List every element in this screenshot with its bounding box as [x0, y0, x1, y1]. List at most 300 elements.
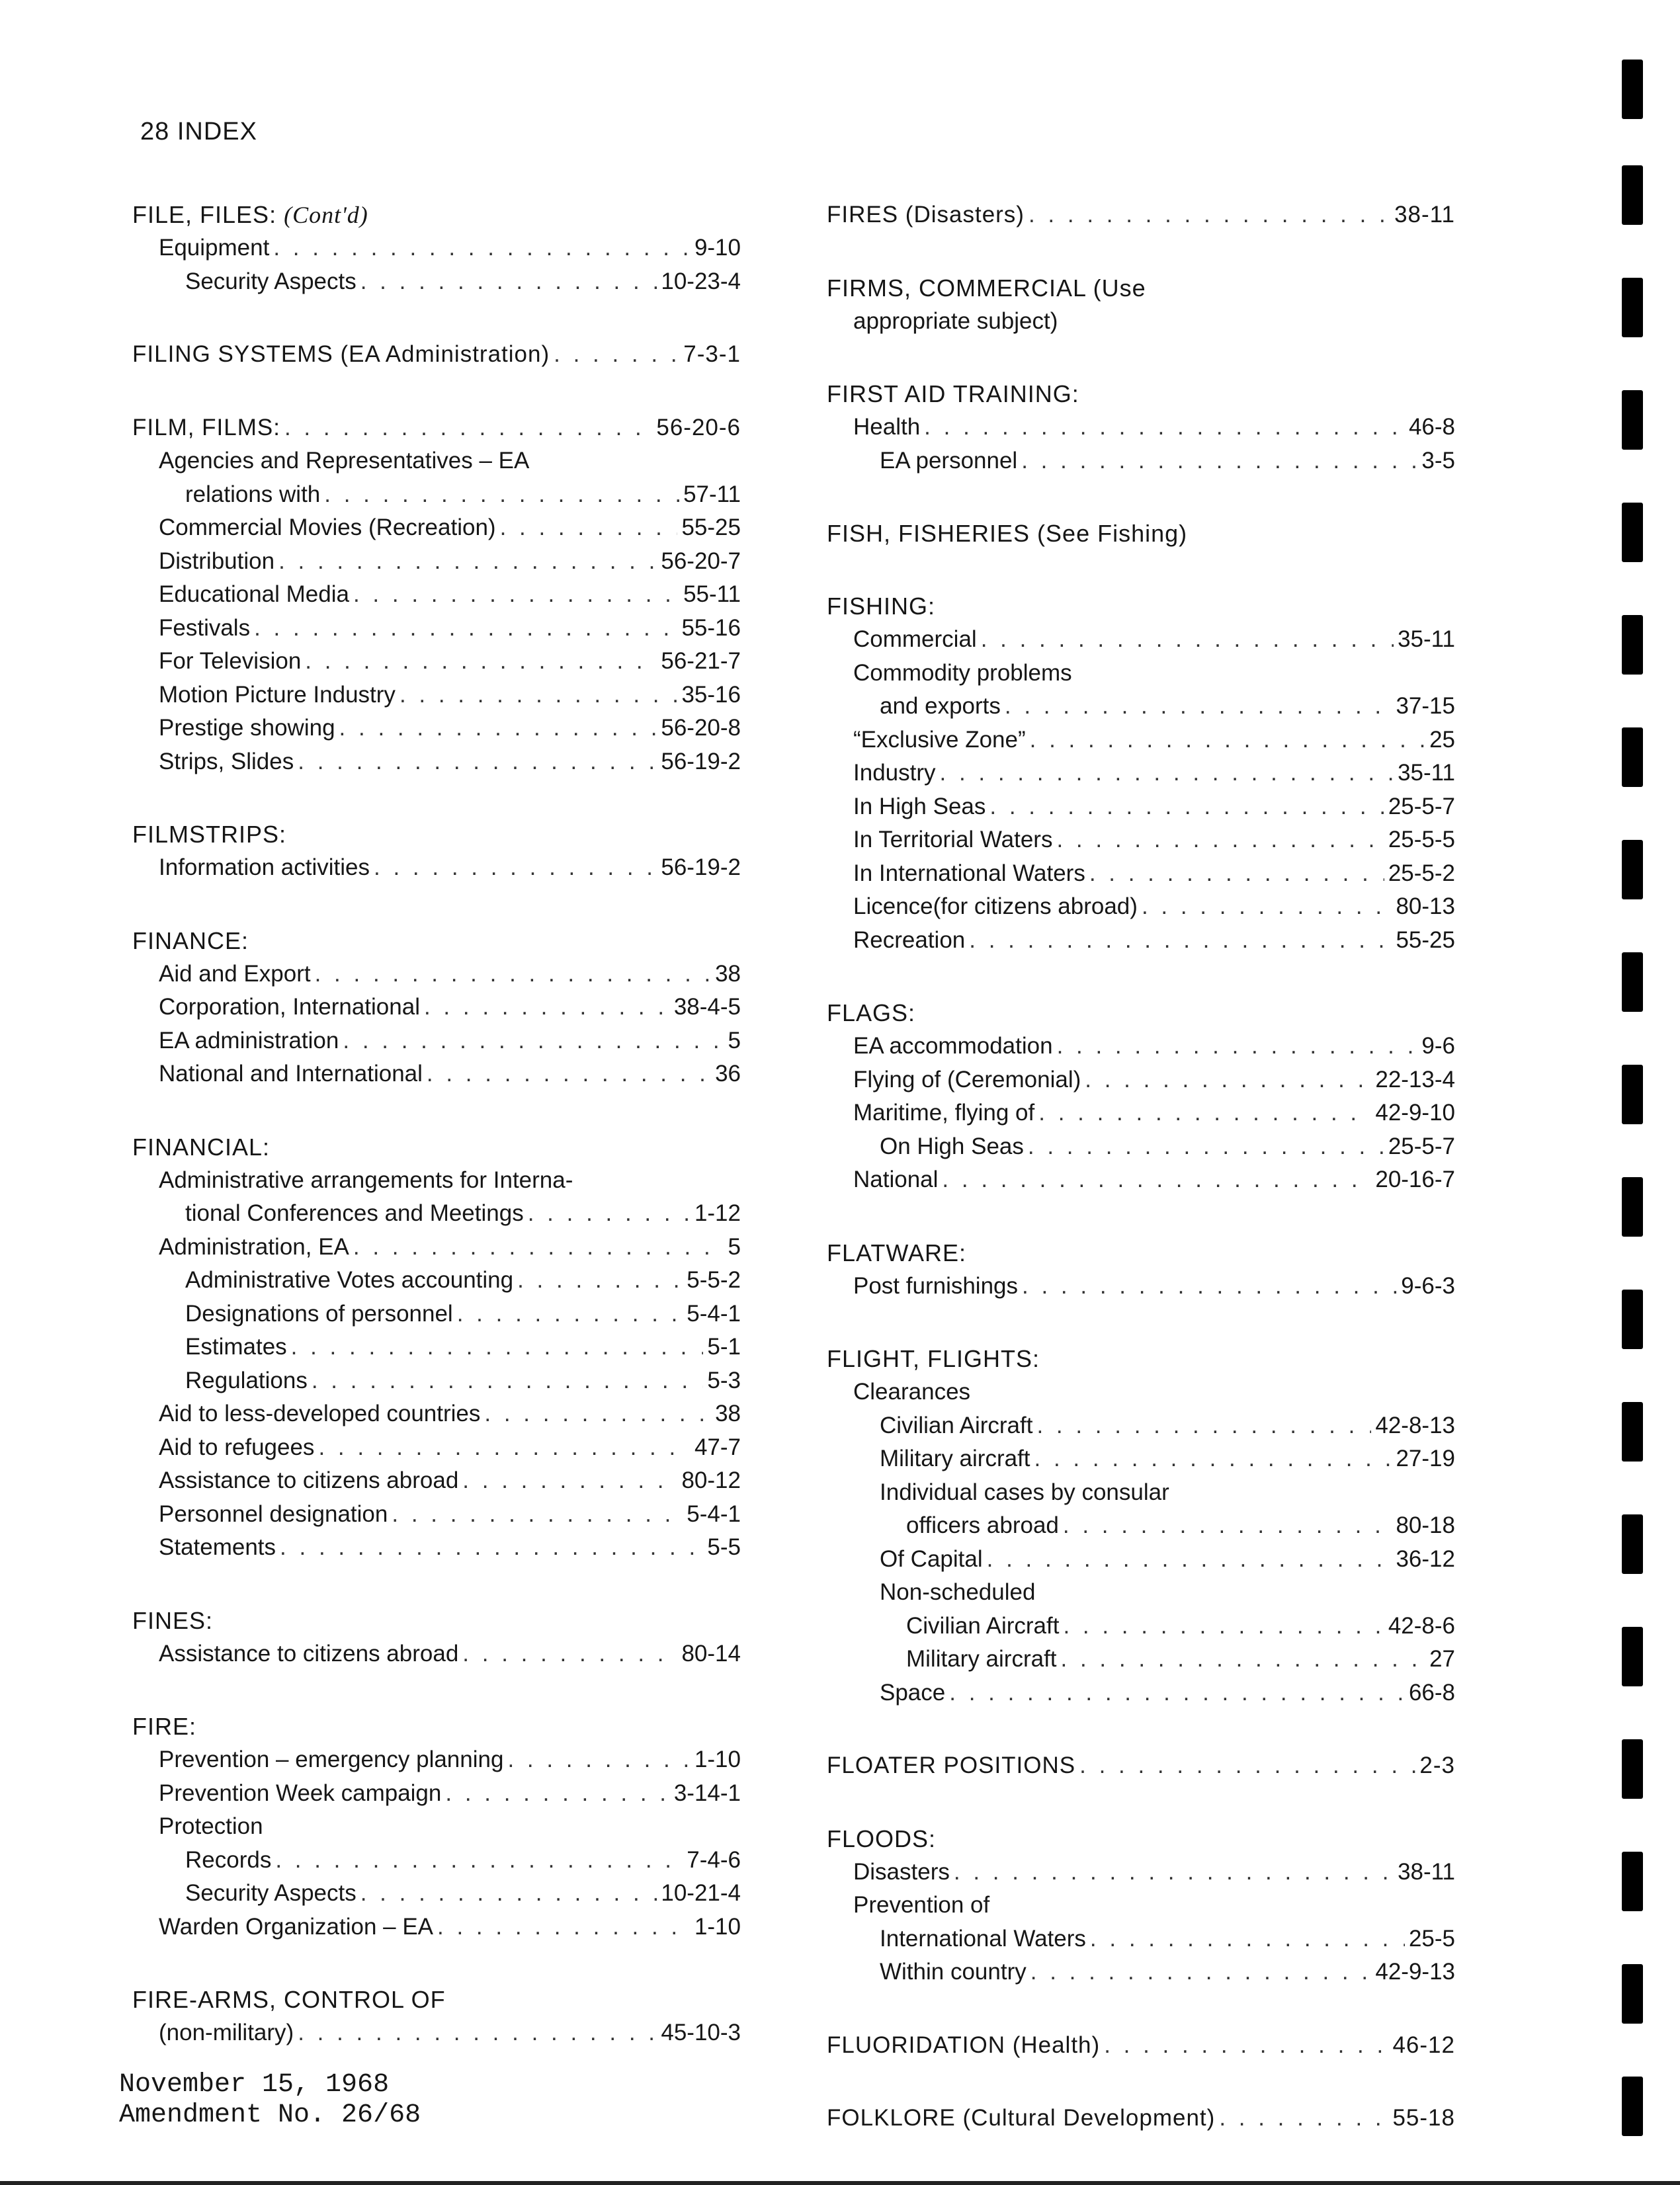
index-heading — [827, 2029, 1455, 2063]
index-entry — [827, 305, 1455, 339]
entry-ref: 42-9-10 — [1375, 1100, 1455, 1126]
entry-label: In High Seas — [853, 793, 986, 819]
index-entry — [132, 444, 741, 478]
dot-leader — [1029, 198, 1390, 232]
heading-label: FISHING: — [827, 593, 936, 620]
dot-leader — [981, 623, 1394, 657]
index-entry — [827, 924, 1455, 958]
binder-mark — [1622, 1177, 1643, 1237]
entry-ref: 42-8-6 — [1388, 1612, 1455, 1639]
heading-label: FINANCE: — [132, 927, 249, 954]
index-entry — [827, 723, 1455, 757]
index-heading — [132, 1604, 741, 1637]
index-heading — [827, 1823, 1455, 1856]
index-heading — [132, 925, 741, 958]
entry-label: Disasters — [853, 1858, 950, 1885]
entry-label: Military aircraft — [880, 1446, 1030, 1471]
dot-leader — [280, 1531, 703, 1565]
heading-label: FIRST AID TRAINING: — [827, 380, 1079, 407]
entry-label: Aid to less-developed countries — [159, 1401, 481, 1426]
binder-mark — [1622, 60, 1643, 119]
dot-leader — [1061, 1643, 1426, 1676]
entry-ref: 25-5 — [1408, 1925, 1455, 1952]
index-section — [132, 1131, 741, 1565]
dot-leader — [1030, 723, 1425, 757]
entry-ref: 27 — [1429, 1646, 1455, 1672]
index-heading — [132, 1710, 741, 1743]
index-section — [827, 2029, 1455, 2063]
entry-ref: 36-12 — [1396, 1546, 1455, 1572]
dot-leader — [969, 924, 1392, 958]
dot-leader — [462, 1637, 677, 1671]
entry-label: Commercial — [853, 626, 977, 652]
index-entry — [827, 623, 1455, 657]
index-entry — [132, 1164, 741, 1198]
entry-label: National and International — [159, 1061, 423, 1087]
entry-ref: 35-11 — [1398, 760, 1455, 786]
entry-ref: 1-12 — [694, 1200, 741, 1226]
entry-ref: 5-5 — [707, 1534, 741, 1560]
heading-label: FILMSTRIPS: — [132, 821, 287, 848]
index-heading — [827, 1342, 1455, 1376]
binder-mark — [1622, 615, 1643, 675]
index-section — [827, 590, 1455, 957]
dot-leader — [427, 1057, 711, 1091]
entry-label: International Waters — [880, 1925, 1086, 1952]
dot-leader — [339, 712, 657, 745]
dot-leader — [1085, 1063, 1371, 1097]
entry-ref: 9-10 — [694, 235, 741, 261]
dot-leader — [298, 745, 657, 779]
entry-label: Administrative arrangements for Interna- — [159, 1167, 573, 1193]
index-entry — [132, 2016, 741, 2050]
entry-ref: 55-16 — [681, 614, 741, 641]
entry-ref: 46-8 — [1408, 414, 1455, 440]
dot-leader — [278, 545, 657, 579]
entry-ref: 57-11 — [683, 481, 741, 507]
entry-ref: 55-25 — [1396, 927, 1455, 953]
dot-leader — [1219, 2102, 1388, 2135]
index-entry — [132, 231, 741, 265]
dot-leader — [517, 1264, 683, 1298]
index-entry — [132, 958, 741, 991]
dot-leader — [1142, 890, 1392, 924]
dot-leader — [291, 1331, 704, 1364]
entry-label: Industry — [853, 760, 936, 786]
index-section — [132, 925, 741, 1091]
index-entry — [132, 645, 741, 679]
dot-leader — [942, 1163, 1371, 1197]
entry-label: Estimates — [185, 1334, 287, 1360]
binder-mark — [1622, 278, 1643, 337]
dot-leader — [528, 1197, 691, 1231]
index-entry — [827, 1163, 1455, 1197]
index-entry — [827, 444, 1455, 478]
index-entry — [827, 690, 1455, 723]
entry-label: Assistance to citizens abroad — [159, 1467, 459, 1493]
heading-label: FIRE-ARMS, CONTROL OF — [132, 1986, 446, 2013]
dot-leader — [989, 790, 1384, 824]
binder-mark — [1622, 503, 1643, 562]
entry-ref: 27-19 — [1396, 1446, 1455, 1471]
index-section — [827, 2102, 1455, 2135]
dot-leader — [273, 231, 691, 265]
entry-label: Protection — [159, 1813, 263, 1839]
index-entry — [132, 712, 741, 745]
dot-leader — [1079, 1749, 1415, 1783]
dot-leader — [924, 411, 1405, 444]
index-section — [132, 411, 741, 779]
entry-ref: 38-4-5 — [673, 994, 741, 1020]
heading-label: FIRMS, COMMERCIAL (Use — [827, 274, 1146, 302]
entry-ref: 5-4-1 — [687, 1501, 741, 1527]
index-entry — [827, 1030, 1455, 1063]
entry-ref: 25-5-5 — [1388, 827, 1455, 852]
dot-leader — [284, 411, 652, 445]
index-section — [132, 1710, 741, 1944]
dot-leader — [1038, 1096, 1371, 1130]
heading-label: FIRES (Disasters) — [827, 202, 1025, 227]
index-entry — [132, 991, 741, 1024]
entry-label: EA administration — [159, 1027, 339, 1053]
dot-leader — [437, 1911, 691, 1944]
page-footer — [119, 2070, 421, 2131]
binder-mark — [1622, 165, 1643, 225]
index-entry — [827, 1856, 1455, 1889]
dot-leader — [1104, 2029, 1388, 2063]
entry-ref: 42-8-13 — [1375, 1412, 1455, 1438]
dot-leader — [1056, 823, 1384, 857]
entry-label: Security Aspects — [185, 268, 357, 294]
dot-leader — [1063, 1610, 1384, 1643]
index-entry — [132, 745, 741, 779]
dot-leader — [445, 1777, 669, 1811]
entry-label: Prevention Week campaign — [159, 1780, 442, 1806]
entry-label: (non-military) — [159, 2020, 294, 2045]
entry-ref: 42-9-13 — [1375, 1959, 1455, 1985]
index-entry — [132, 1264, 741, 1298]
index-entry — [827, 1576, 1455, 1610]
entry-label: Within country — [880, 1959, 1027, 1985]
index-entry — [132, 1464, 741, 1498]
entry-label: EA accommodation — [853, 1033, 1053, 1059]
entry-ref: 5-4-1 — [687, 1300, 741, 1327]
entry-ref: 7-4-6 — [687, 1846, 741, 1873]
entry-ref: 55-25 — [681, 515, 741, 540]
index-entry — [827, 890, 1455, 924]
heading-label: FLIGHT, FLIGHTS: — [827, 1345, 1040, 1372]
index-entry — [132, 511, 741, 545]
heading-label: FLAGS: — [827, 999, 916, 1026]
index-entry — [132, 1877, 741, 1911]
entry-label: Statements — [159, 1534, 276, 1560]
index-section — [827, 997, 1455, 1197]
index-entry — [132, 1844, 741, 1877]
entry-label: tional Conferences and Meetings — [185, 1200, 524, 1226]
footer-date: November 15, 1968 — [119, 2070, 390, 2100]
entry-ref: 25-5-2 — [1388, 860, 1455, 886]
entry-label: Space — [880, 1679, 946, 1706]
index-entry — [132, 478, 741, 512]
dot-leader — [954, 1856, 1394, 1889]
index-heading — [827, 272, 1455, 305]
index-entry — [827, 823, 1455, 857]
dot-leader — [353, 1231, 724, 1264]
index-entry — [827, 1676, 1455, 1710]
index-section — [132, 1604, 741, 1671]
index-heading — [132, 198, 741, 231]
entry-ref: 3-5 — [1421, 447, 1455, 474]
entry-label: relations with — [185, 481, 321, 507]
dot-leader — [315, 958, 711, 991]
index-entry — [827, 1956, 1455, 1989]
index-entry — [827, 1922, 1455, 1956]
entry-ref: 5-1 — [707, 1334, 741, 1360]
entry-ref: 37-15 — [1396, 693, 1455, 719]
heading-ref: 55-18 — [1392, 2105, 1455, 2131]
index-entry — [827, 1643, 1455, 1676]
index-section — [132, 198, 741, 298]
index-heading — [132, 1131, 741, 1164]
entry-ref: 56-21-7 — [661, 648, 741, 674]
dot-leader — [1028, 1130, 1384, 1164]
index-entry — [132, 1331, 741, 1364]
dot-leader — [324, 478, 679, 512]
entry-ref: 80-12 — [681, 1467, 741, 1493]
binder-mark — [1622, 1290, 1643, 1349]
binder-mark — [1622, 952, 1643, 1012]
index-section — [827, 1823, 1455, 1989]
entry-label: Commodity problems — [853, 659, 1072, 686]
heading-label: FLATWARE: — [827, 1239, 967, 1266]
heading-label: FIRE: — [132, 1713, 197, 1740]
entry-ref: 56-19-2 — [661, 854, 741, 880]
entry-label: Aid and Export — [159, 960, 311, 987]
entry-ref: 80-13 — [1396, 893, 1455, 919]
dot-leader — [360, 265, 657, 299]
heading-label: FILM, FILMS: — [132, 414, 280, 440]
binder-mark — [1622, 840, 1643, 899]
dot-leader — [1021, 444, 1417, 478]
index-heading — [827, 590, 1455, 623]
entry-label: Non-scheduled — [880, 1579, 1036, 1605]
index-entry — [132, 1777, 741, 1811]
index-section — [827, 198, 1455, 232]
dot-leader — [399, 679, 678, 712]
entry-ref: 5 — [728, 1027, 741, 1053]
entry-ref: 10-23-4 — [661, 268, 741, 294]
heading-label: FILE, FILES: — [132, 201, 277, 228]
binder-mark — [1622, 2077, 1643, 2136]
index-heading — [827, 1237, 1455, 1270]
dot-leader — [353, 578, 679, 612]
entry-ref: 80-18 — [1396, 1512, 1455, 1538]
entry-label: Motion Picture Industry — [159, 681, 396, 708]
entry-ref: 25-5-7 — [1388, 1133, 1455, 1159]
dot-leader — [254, 612, 677, 645]
heading-label: FILING SYSTEMS (EA Administration) — [132, 341, 550, 367]
binder-mark — [1622, 1852, 1643, 1911]
entry-label: Assistance to citizens abroad — [159, 1640, 459, 1667]
index-heading — [132, 1983, 741, 2016]
dot-leader — [1022, 1270, 1397, 1303]
entry-ref: 9-6 — [1421, 1033, 1455, 1059]
dot-leader — [1030, 1956, 1372, 1989]
entry-label: Flying of (Ceremonial) — [853, 1066, 1081, 1092]
entry-label: Designations of personnel — [185, 1300, 453, 1327]
binder-mark — [1622, 1514, 1643, 1574]
entry-label: Commercial Movies (Recreation) — [159, 515, 496, 540]
entry-label: EA personnel — [880, 447, 1018, 474]
entry-label: Records — [185, 1846, 272, 1873]
index-section — [827, 1342, 1455, 1710]
entry-ref: 36 — [715, 1061, 741, 1087]
entry-label: Distribution — [159, 548, 275, 574]
index-entry — [132, 851, 741, 885]
dot-leader — [484, 1397, 711, 1431]
entry-label: Agencies and Representatives – EA — [159, 448, 530, 474]
heading-label: FISH, FISHERIES (See Fishing) — [827, 520, 1188, 547]
entry-ref: 55-11 — [683, 581, 741, 607]
entry-ref: 56-20-7 — [661, 548, 741, 574]
entry-label: Regulations — [185, 1367, 308, 1393]
dot-leader — [1057, 1030, 1418, 1063]
dot-leader — [318, 1431, 691, 1465]
index-entry — [132, 1743, 741, 1777]
entry-label: Educational Media — [159, 581, 349, 607]
entry-label: officers abroad — [906, 1512, 1059, 1538]
heading-label: FINES: — [132, 1606, 214, 1634]
entry-ref: 47-7 — [694, 1434, 741, 1460]
index-entry — [827, 1509, 1455, 1543]
heading-label: FOLKLORE (Cultural Development) — [827, 2105, 1216, 2131]
entry-label: Maritime, flying of — [853, 1100, 1035, 1126]
index-entry — [827, 1409, 1455, 1443]
index-entry — [827, 790, 1455, 824]
dot-leader — [312, 1364, 704, 1398]
dot-leader — [343, 1024, 724, 1058]
entry-label: Civilian Aircraft — [880, 1412, 1033, 1438]
binder-mark — [1622, 1739, 1643, 1799]
index-entry — [827, 1889, 1455, 1922]
index-heading — [132, 338, 741, 372]
index-heading — [827, 378, 1455, 411]
binder-mark — [1622, 727, 1643, 787]
entry-ref: 56-19-2 — [661, 748, 741, 774]
entry-ref: 38 — [715, 1401, 741, 1426]
entry-ref: 9-6-3 — [1401, 1272, 1455, 1299]
entry-label: Information activities — [159, 854, 370, 880]
index-column-right — [827, 198, 1455, 2175]
entry-label: Post furnishings — [853, 1272, 1019, 1299]
entry-label: “Exclusive Zone” — [853, 726, 1026, 753]
index-entry — [827, 1063, 1455, 1097]
entry-label: Recreation — [853, 927, 966, 953]
footer-amendment: Amendment No. 26/68 — [119, 2100, 421, 2130]
entry-label: Clearances — [853, 1379, 971, 1405]
index-entry — [827, 1270, 1455, 1303]
index-section — [827, 517, 1455, 550]
dot-leader — [554, 338, 679, 372]
entry-label: Aid to refugees — [159, 1434, 315, 1460]
dot-leader — [500, 511, 678, 545]
heading-ref: 46-12 — [1392, 2032, 1455, 2058]
entry-ref: 45-10-3 — [661, 2020, 741, 2045]
entry-ref: 20-16-7 — [1375, 1167, 1455, 1192]
index-heading — [132, 818, 741, 851]
index-section — [827, 272, 1455, 339]
index-entry — [827, 1476, 1455, 1510]
entry-ref: 56-20-8 — [661, 715, 741, 741]
entry-label: On High Seas — [880, 1133, 1024, 1159]
entry-ref: 35-16 — [681, 681, 741, 708]
entry-label: Health — [853, 414, 921, 440]
entry-label: Administrative Votes accounting — [185, 1267, 514, 1293]
entry-label: Strips, Slides — [159, 748, 294, 774]
dot-leader — [457, 1298, 683, 1331]
entry-label: In Territorial Waters — [853, 827, 1053, 852]
dot-leader — [949, 1676, 1405, 1710]
index-section — [827, 1237, 1455, 1303]
entry-ref: 5 — [728, 1233, 741, 1260]
index-section — [827, 1749, 1455, 1783]
entry-label: Prestige showing — [159, 715, 335, 741]
index-heading — [827, 198, 1455, 232]
index-entry — [132, 1911, 741, 1944]
dot-leader — [987, 1543, 1392, 1577]
bottom-rule — [0, 2181, 1680, 2185]
index-entry — [132, 545, 741, 579]
index-heading — [827, 1749, 1455, 1783]
index-entry — [132, 1364, 741, 1398]
heading-ref: 2-3 — [1419, 1752, 1455, 1778]
entry-ref: 3-14-1 — [673, 1780, 741, 1806]
index-entry — [132, 1057, 741, 1091]
index-entry — [132, 1498, 741, 1532]
entry-ref: 35-11 — [1398, 626, 1455, 652]
index-entry — [132, 1197, 741, 1231]
binder-mark — [1622, 1964, 1643, 2024]
dot-leader — [360, 1877, 657, 1911]
entry-label: National — [853, 1167, 939, 1192]
entry-label: Individual cases by consular — [880, 1479, 1169, 1505]
heading-label: FINANCIAL: — [132, 1133, 271, 1161]
index-entry — [827, 1376, 1455, 1409]
entry-ref: 25 — [1429, 726, 1455, 753]
index-section — [132, 818, 741, 885]
index-heading — [827, 997, 1455, 1030]
entry-label: Military aircraft — [906, 1646, 1057, 1672]
index-entry — [827, 857, 1455, 891]
heading-label: FLUORIDATION (Health) — [827, 2032, 1101, 2058]
index-entry — [827, 1130, 1455, 1164]
heading-ref: 56-20-6 — [656, 414, 741, 440]
heading-note: (Cont'd) — [284, 202, 368, 228]
index-entry — [132, 1637, 741, 1671]
index-entry — [827, 757, 1455, 790]
dot-leader — [1089, 857, 1384, 891]
heading-ref: 7-3-1 — [683, 341, 741, 367]
entry-label: Administration, EA — [159, 1233, 349, 1260]
dot-leader — [940, 757, 1394, 790]
heading-label: FLOATER POSITIONS — [827, 1752, 1076, 1778]
dot-leader — [1005, 690, 1392, 723]
index-entry — [132, 1810, 741, 1844]
index-entry — [827, 1610, 1455, 1643]
entry-ref: 80-14 — [681, 1640, 741, 1667]
entry-label: Licence(for citizens abroad) — [853, 893, 1138, 919]
entry-label: Equipment — [159, 235, 270, 261]
